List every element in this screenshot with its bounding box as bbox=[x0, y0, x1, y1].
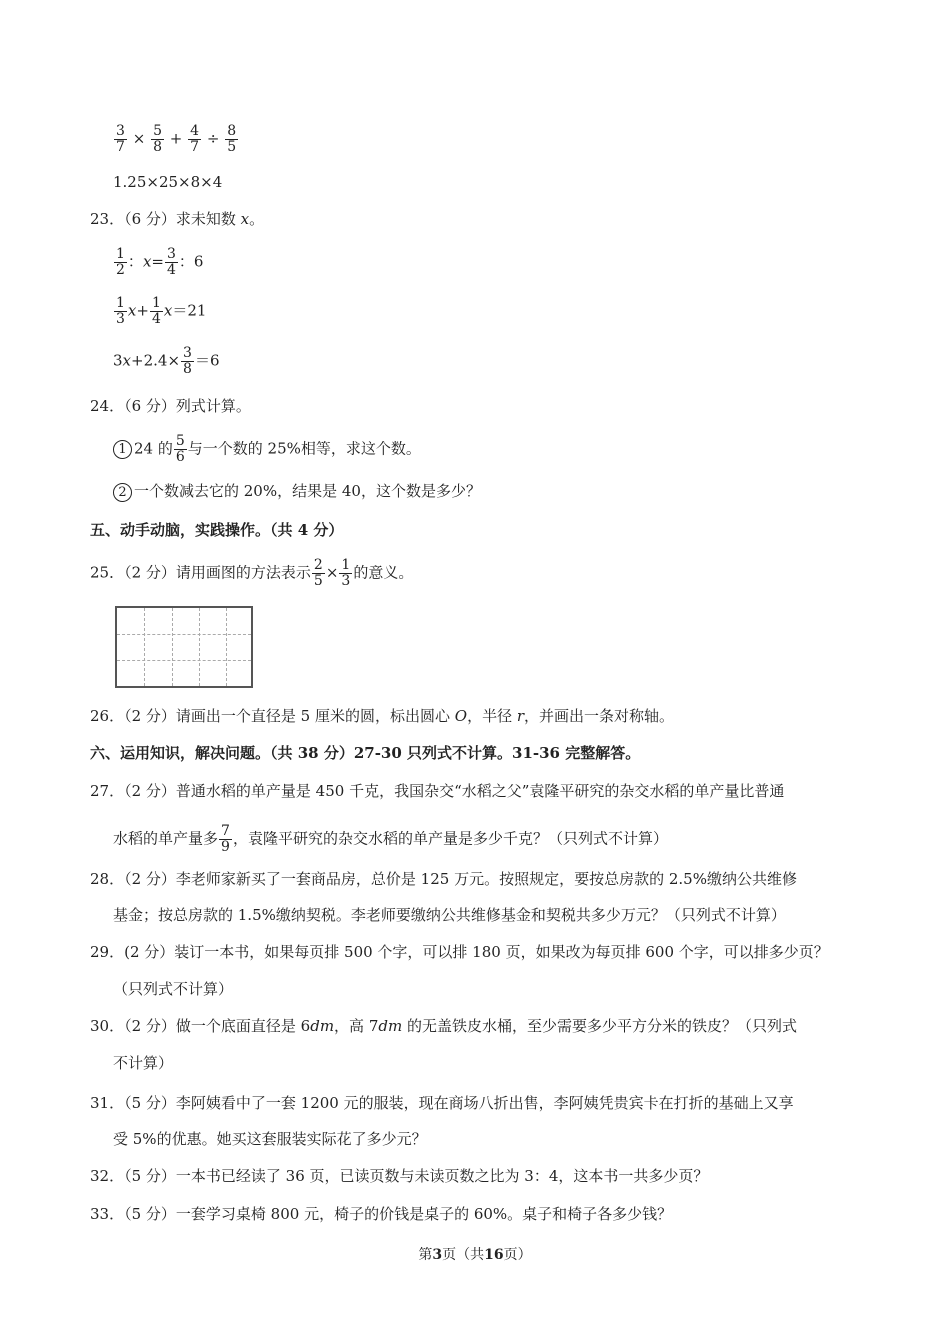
unit: dm bbox=[378, 1017, 403, 1035]
fraction bbox=[114, 296, 127, 327]
numerator: 7 bbox=[221, 823, 230, 839]
question-text: 一个数减去它的 20%，结果是 40，这个数是多少？ bbox=[134, 482, 481, 500]
question-31-line-1: 31．（5 分）李阿姨看中了一套 1200 元的服装，现在商场八折出售，李阿姨凭贵宾卡在打折的基础上又享 bbox=[90, 1094, 794, 1112]
question-26 bbox=[90, 706, 674, 726]
grid-line bbox=[172, 608, 173, 686]
operator: × bbox=[325, 563, 339, 582]
question-32: 32．（5 分）一本书已经读了 36 页，已读页数与未读页数之比为 3：4，这本书一共多少页？ bbox=[90, 1167, 709, 1185]
fraction bbox=[339, 558, 352, 589]
fraction bbox=[150, 296, 163, 327]
question-29-line-1: 29．(2 分）装订一本书，如果每页排 500 个字，可以排 180 页，如果改为每页排 600 个字，可以排多少页？ bbox=[90, 943, 829, 961]
question-text: 水稻的单产量多 bbox=[113, 829, 219, 848]
numerator: 5 bbox=[175, 433, 185, 449]
section-heading-5: 五、动手动脑，实践操作。（共 4 分） bbox=[90, 521, 344, 539]
denominator: 5 bbox=[313, 573, 323, 589]
denominator: 6 bbox=[175, 449, 185, 465]
operator: + bbox=[136, 301, 149, 320]
numerator: 1 bbox=[116, 295, 125, 311]
question-text: 26．（2 分）请画出一个直径是 5 厘米的圆，标出圆心 bbox=[90, 707, 455, 725]
question-29-line-2: （只列式不计算） bbox=[113, 980, 234, 998]
question-text: 。 bbox=[249, 210, 265, 228]
question-text: ，并画出一条对称轴。 bbox=[524, 707, 675, 725]
operator: × bbox=[132, 129, 146, 148]
variable: x bbox=[163, 301, 173, 320]
fraction bbox=[312, 558, 325, 589]
grid-line bbox=[117, 660, 251, 661]
operator: +2.4× bbox=[131, 351, 181, 370]
denominator: 8 bbox=[153, 139, 162, 155]
question-text: ，半径 bbox=[467, 707, 517, 725]
unit: dm bbox=[310, 1017, 335, 1035]
coefficient: 3 bbox=[113, 351, 123, 370]
equation-1 bbox=[113, 247, 203, 278]
numerator: 4 bbox=[190, 123, 200, 139]
grid-line bbox=[144, 608, 145, 686]
question-27-line-1: 27．（2 分）普通水稻的单产量是 450 千克，我国杂交“水稻之父”袁隆平研究的杂交水稻的单产量比普通 bbox=[90, 782, 785, 800]
denominator: 7 bbox=[190, 139, 200, 155]
operator: ： bbox=[127, 252, 143, 271]
fraction bbox=[151, 124, 164, 155]
fraction bbox=[181, 346, 194, 377]
question-text: ，高 7 bbox=[334, 1017, 379, 1035]
question-27-line-2 bbox=[113, 824, 668, 855]
numerator: 1 bbox=[151, 295, 161, 311]
operator: = bbox=[151, 252, 164, 271]
variable: x bbox=[122, 351, 132, 370]
denominator: 9 bbox=[221, 839, 230, 855]
question-30-line-1 bbox=[90, 1016, 797, 1036]
denominator: 4 bbox=[151, 311, 161, 327]
denominator: 2 bbox=[116, 262, 125, 278]
footer-text: 页（共 bbox=[442, 1247, 485, 1263]
question-text: ，袁隆平研究的杂交水稻的单产量是多少千克？（只列式不计算） bbox=[232, 829, 668, 848]
circled-number: 1 bbox=[113, 440, 132, 459]
numerator: 3 bbox=[166, 246, 176, 262]
section-heading-6: 六、运用知识，解决问题。（共 38 分）27-30 只列式不计算。31-36 完整解答。 bbox=[90, 744, 641, 762]
numerator: 2 bbox=[313, 557, 323, 573]
numerator: 3 bbox=[116, 123, 125, 139]
question-text: 30．（2 分）做一个底面直径是 6 bbox=[90, 1017, 311, 1035]
question-text: 与一个数的 25%相等，求这个数。 bbox=[187, 439, 421, 458]
numerator: 8 bbox=[227, 123, 237, 139]
denominator: 4 bbox=[166, 262, 176, 278]
numerator: 3 bbox=[183, 345, 192, 361]
fraction bbox=[165, 247, 178, 278]
variable: O bbox=[454, 707, 468, 725]
question-31-line-2: 受 5%的优惠。她买这套服装实际花了多少元？ bbox=[113, 1130, 427, 1148]
page-footer bbox=[0, 1244, 950, 1264]
fraction bbox=[219, 824, 232, 855]
question-text: 的意义。 bbox=[353, 563, 414, 582]
denominator: 8 bbox=[183, 361, 192, 377]
question-30-line-2: 不计算） bbox=[113, 1054, 174, 1072]
question-text: 23．（6 分）求未知数 bbox=[90, 210, 241, 228]
question-24-item-2 bbox=[113, 481, 481, 502]
question-28-line-1: 28．（2 分）李老师家新买了一套商品房，总价是 125 万元。按照规定，要按总房款的 2.5%缴纳公共维修 bbox=[90, 870, 797, 888]
operator: ＝21 bbox=[172, 301, 207, 320]
grid-line bbox=[226, 608, 227, 686]
numerator: 1 bbox=[116, 246, 125, 262]
question-23-title bbox=[90, 209, 264, 229]
operator: ÷ bbox=[206, 129, 220, 148]
grid-line bbox=[117, 634, 251, 635]
operator: ：6 bbox=[178, 252, 204, 271]
question-text: 24 的 bbox=[134, 439, 173, 458]
fraction bbox=[114, 247, 127, 278]
drawing-grid bbox=[115, 606, 253, 688]
operator: ＝6 bbox=[194, 351, 220, 370]
numerator: 1 bbox=[341, 557, 351, 573]
fraction bbox=[188, 124, 201, 155]
variable: x bbox=[240, 210, 250, 228]
question-text: 25．（2 分）请用画图的方法表示 bbox=[90, 563, 311, 582]
question-24-title: 24．（6 分）列式计算。 bbox=[90, 397, 251, 415]
denominator: 3 bbox=[116, 311, 125, 327]
denominator: 5 bbox=[227, 139, 237, 155]
equation-2 bbox=[113, 296, 206, 327]
variable: x bbox=[127, 301, 137, 320]
fraction bbox=[225, 124, 238, 155]
variable: r bbox=[516, 707, 525, 725]
fraction-expression bbox=[113, 124, 239, 155]
operator: + bbox=[169, 129, 183, 148]
question-24-item-1 bbox=[113, 434, 421, 465]
equation-3 bbox=[113, 346, 219, 377]
denominator: 7 bbox=[116, 139, 125, 155]
footer-text: 页） bbox=[503, 1247, 532, 1263]
question-text: 的无盖铁皮水桶，至少需要多少平方分米的铁皮？（只列式 bbox=[402, 1017, 797, 1035]
question-28-line-2: 基金；按总房款的 1.5%缴纳契税。李老师要缴纳公共维修基金和契税共多少万元？（只列式不计算） bbox=[113, 906, 786, 924]
decimal-expression: 1.25×25×8×4 bbox=[113, 173, 223, 191]
circled-number: 2 bbox=[113, 483, 132, 502]
variable: x bbox=[142, 252, 152, 271]
total-pages: 16 bbox=[484, 1247, 504, 1263]
denominator: 3 bbox=[341, 573, 351, 589]
fraction bbox=[174, 434, 187, 465]
page-number: 3 bbox=[432, 1247, 443, 1263]
fraction bbox=[114, 124, 127, 155]
question-33: 33．（5 分）一套学习桌椅 800 元，椅子的价钱是桌子的 60%。桌子和椅子各多少钱？ bbox=[90, 1205, 673, 1223]
footer-text: 第 bbox=[418, 1247, 433, 1263]
question-25 bbox=[90, 558, 413, 589]
grid-line bbox=[199, 608, 200, 686]
numerator: 5 bbox=[153, 123, 162, 139]
